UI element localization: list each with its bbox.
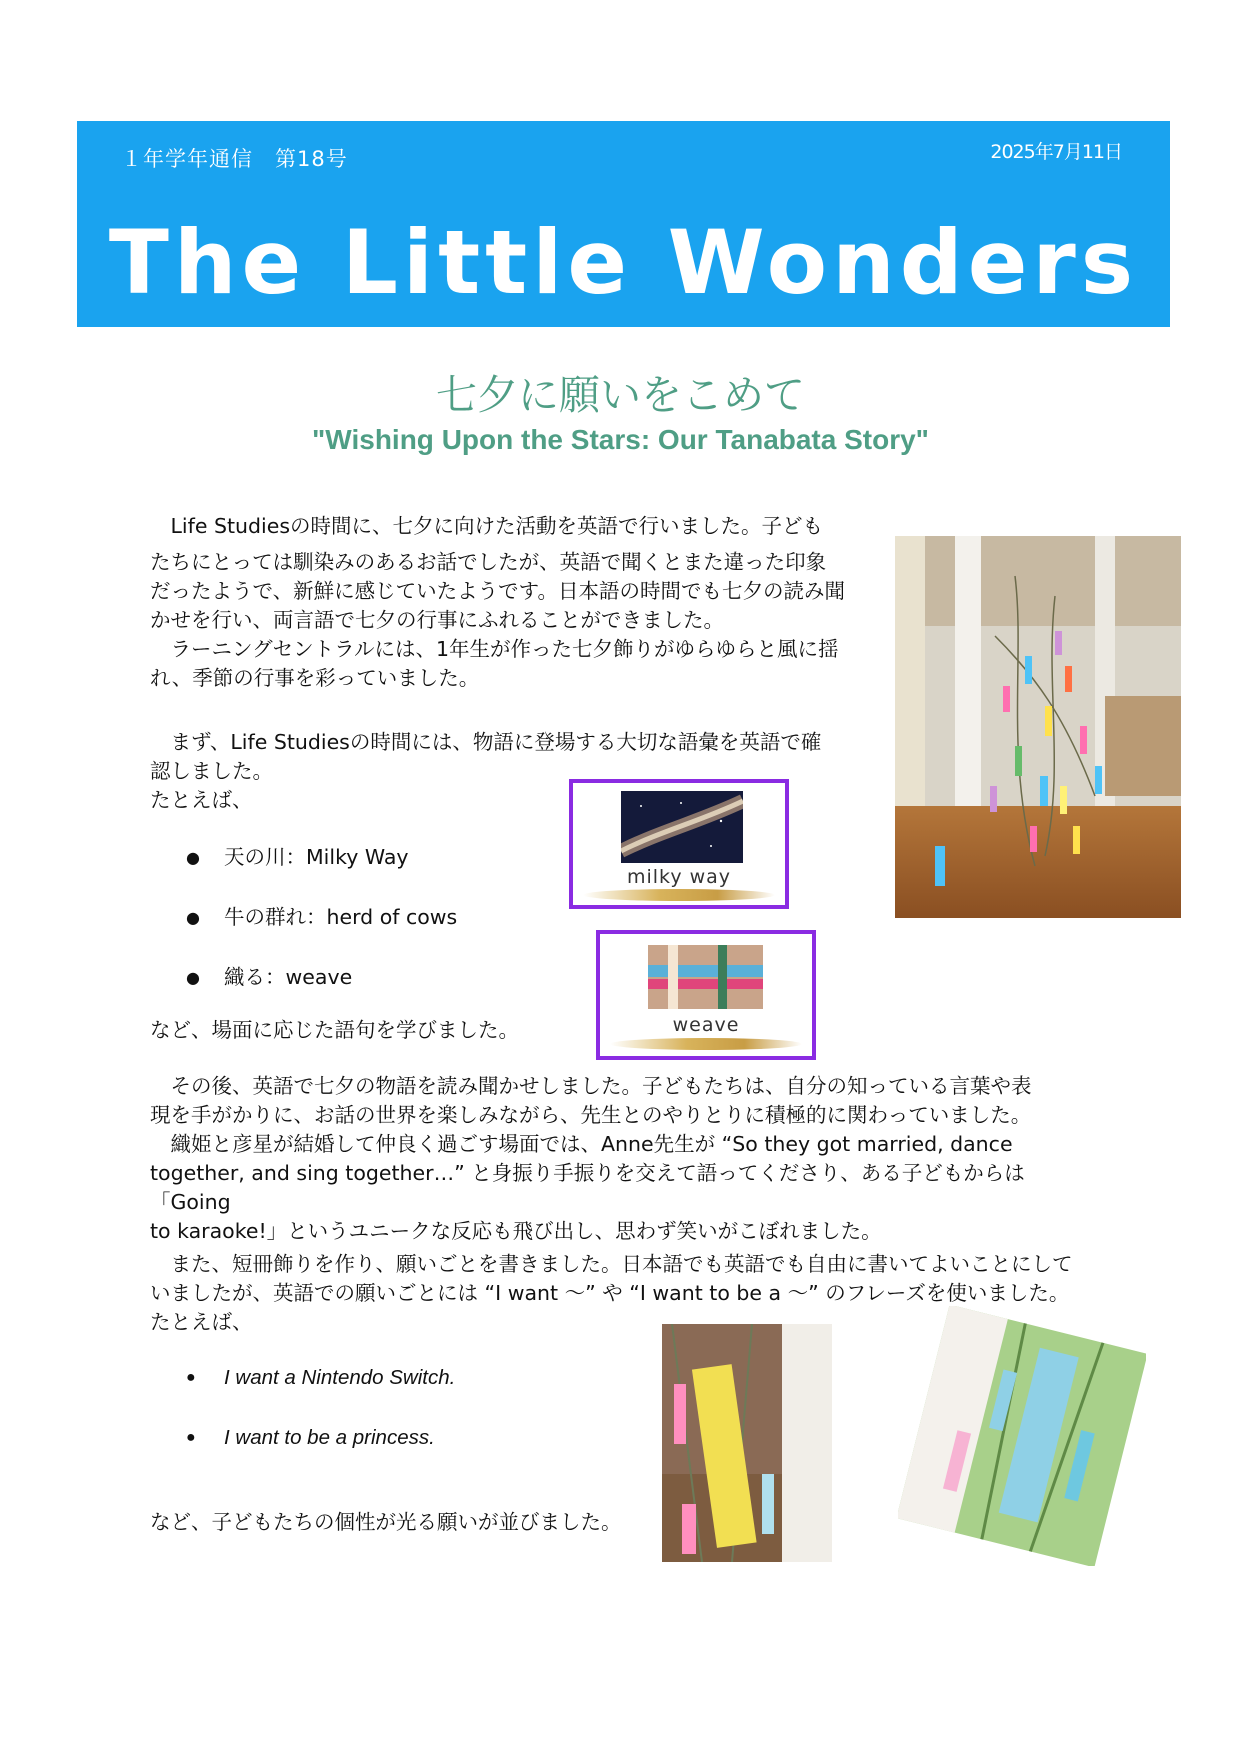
tanzaku-photo-blue	[898, 1306, 1146, 1566]
card-caption: milky way	[626, 866, 732, 888]
intro-paragraph: たちにとっては馴染みのあるお話でしたが、英語で聞くとまた違った印象 だったようで、新鮮に感じていたようです。日本語の時間でも七夕の読み聞 かせを行い、両言語で七夕の行事にふれることができました。 ラーニングセントラルには、1年生が作った七夕飾りがゆらゆらと風に揺 れ、季節の行事を彩っていました。	[150, 550, 845, 690]
weave-card	[596, 930, 816, 1060]
gold-swoosh	[610, 1038, 802, 1050]
wish-item: ● I want a Nintendo Switch.	[186, 1363, 455, 1423]
tanzaku-photo-yellow	[662, 1324, 832, 1562]
vocab-item: ● 天の川：Milky Way	[186, 843, 457, 903]
header-banner	[77, 121, 1170, 327]
vocab-outro: など、場面に応じた語句を学びました。	[150, 1018, 519, 1042]
wishes-list	[186, 1363, 455, 1483]
article-title-en: "Wishing Upon the Stars: Our Tanabata Story"	[312, 424, 929, 455]
issue-date: 2025年7月11日	[990, 141, 1122, 163]
article-title-jp: 七夕に願いをこめて	[436, 371, 805, 419]
vocab-item: ● 織る：weave	[186, 963, 457, 1023]
vocab-list	[186, 843, 457, 1023]
vocab-intro: まず、Life Studiesの時間には、物語に登場する大切な語彙を英語で確 認しました。 たとえば、	[150, 730, 822, 812]
issue-number: １年学年通信 第18号	[121, 147, 348, 171]
newsletter-title: The Little Wonders	[108, 211, 1139, 314]
wishes-outro: など、子どもたちの個性が光る願いが並びました。	[150, 1510, 622, 1534]
gold-swoosh	[583, 889, 775, 901]
wishes-intro: また、短冊飾りを作り、願いごとを書きました。日本語でも英語でも自由に書いてよいことにして いましたが、英語での願いごとには “I want 〜” や “I want to be a 〜” のフレーズを使いました。 たとえば、	[150, 1252, 1073, 1334]
tanabata-decorations-photo	[895, 536, 1181, 918]
intro-first-line: Life Studiesの時間に、七夕に向けた活動を英語で行いました。子ども	[150, 514, 824, 538]
story-paragraph: その後、英語で七夕の物語を読み聞かせしました。子どもたちは、自分の知っている言葉や表 現を手がかりに、お話の世界を楽しみながら、先生とのやりとりに積極的に関わっていました。 織姫と彦星が結婚して仲良く過ごす場面では、Anne先生が “So they got married, dance together, and sing together…” と身振り手振りを交えて語ってくださり、ある子どもからは「Going to karaoke!」というユニークな反応も飛び出し、思わず笑いがこぼれました。	[150, 1074, 1032, 1243]
milky-way-card	[569, 779, 789, 909]
wish-item: ● I want to be a princess.	[186, 1423, 455, 1483]
vocab-item: ● 牛の群れ：herd of cows	[186, 903, 457, 963]
weaving-image	[648, 945, 763, 1009]
card-caption: weave	[672, 1014, 740, 1036]
galaxy-image	[621, 791, 743, 863]
